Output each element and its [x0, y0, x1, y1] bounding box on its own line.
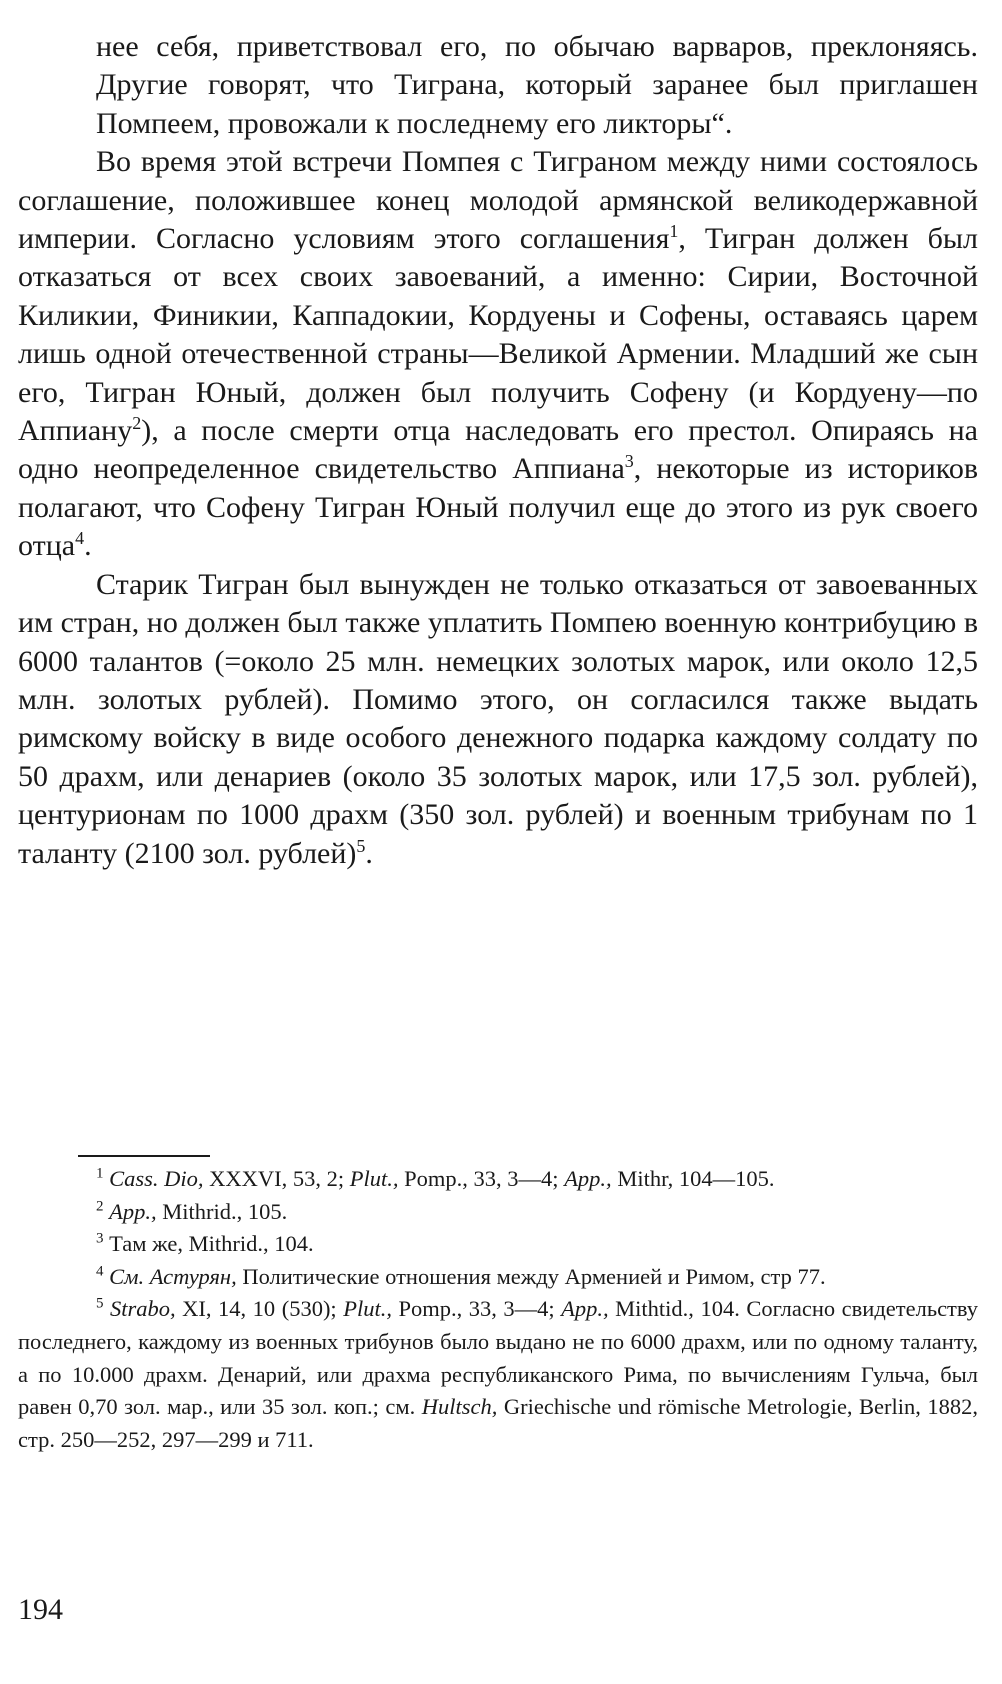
main-text	[18, 28, 978, 873]
footnotes	[18, 1163, 978, 1456]
footnote-1: $^1$ Cass. Dio, XXXVI, 53, 2; Plut., Pomp., 33, 3—4; App., Mithr, 104—105.	[96, 1165, 775, 1191]
footnote-3: $^3$ Там же, Mithrid., 104.	[96, 1230, 314, 1257]
page-number: 194	[18, 1593, 63, 1626]
footnote-divider	[78, 1155, 210, 1157]
footnote-5: $^5$ Strabo, XI, 14, 10 (530); Plut., Pomp., 33, 3—4; App., Mithtid., 104. Согласно свидетельству последнего, каждому из военных трибунов было выдано не по 6000 драхм, или по одному таланту, а по 10.000 драхм. Денарий, или драхма республиканского Рима, по вычислениям Гульча, был равен 0,70 зол. мар., или 35 зол. коп.; см. Hultsch, Griechische und römische Metrologie, Berlin, 1882, стр. 250—252, 297—299 и 711.	[18, 1295, 978, 1452]
paragraph-2: Во время этой встречи Помпея с Тиграном между ними состоялось соглашение, положившее конец молодой армянской великодержавной империи. Согласно условиям этого соглашения$^1$, Тигран должен был отказаться от всех своих завоеваний, а именно: Сирии, Восточной Киликии, Финикии, Каппадокии, Кордуены и Софены, оставаясь царем лишь одной отечественной страны—Великой Армении. Младший же сын его, Тигран Юный, должен был получить Софену (и Кордуену—по Аппиану$^2$), а после смерти отца наследовать его престол. Опираясь на одно неопределенное свидетельство Аппиана$^3$, некоторые из историков полагают, что Софену Тигран Юный получил еще до этого из рук своего отца$^4$.	[18, 145, 978, 563]
footnote-4: $^4$ См. Астурян, Политические отношения между Арменией и Римом, стр 77.	[96, 1263, 826, 1289]
paragraph-3: Старик Тигран был вынужден не только отказаться от завоеванных им стран, но должен был также уплатить Помпею военную контрибуцию в 6000 талантов (=около 25 млн. немецких золотых марок, или около 12,5 млн. золотых рублей). Помимо этого, он согласился также выдать римскому войску в виде особого денежного подарка каждому солдату по 50 драхм, или денариев (около 35 золотых марок, или 17,5 зол. рублей), центурионам по 1000 драхм (350 зол. рублей) и военным трибунам по 1 таланту (2100 зол. рублей)$^5$.	[18, 567, 978, 870]
paragraph-1: нее себя, приветствовал его, по обычаю варваров, преклоняясь. Другие говорят, что Тиграна, который заранее был приглашен Помпеем, провожали к последнему его ликторы“.	[96, 30, 978, 140]
footnote-2: $^2$ App., Mithrid., 105.	[96, 1198, 288, 1224]
